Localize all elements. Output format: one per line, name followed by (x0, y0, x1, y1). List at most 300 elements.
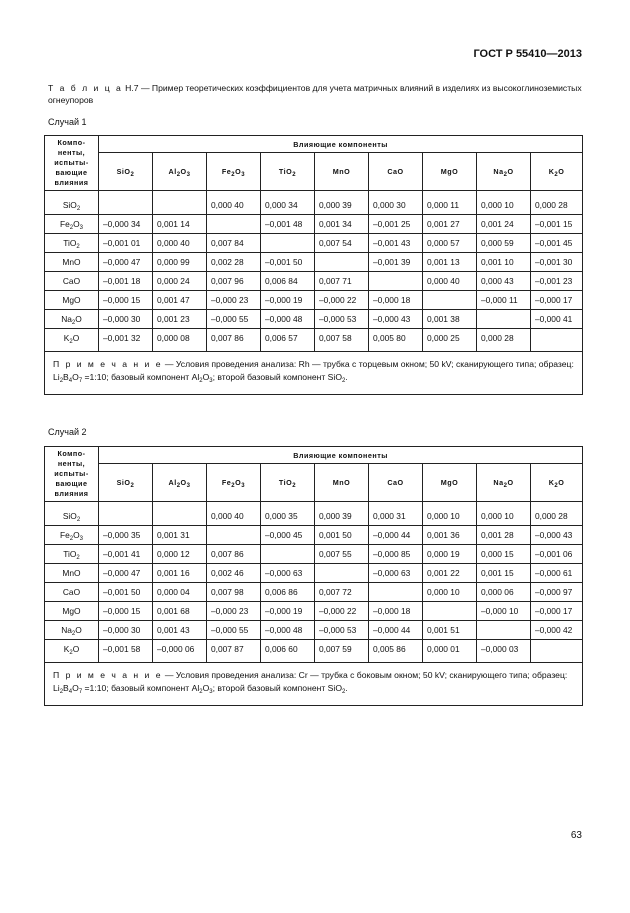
formula-part: 2 (76, 206, 81, 212)
formula-part: 2 (292, 483, 297, 490)
table-cell: –0,000 17 (531, 291, 583, 310)
table-cell: 0,000 11 (423, 191, 477, 215)
table-cell: –0,000 11 (477, 291, 531, 310)
column-header (423, 153, 477, 191)
row-component (45, 545, 99, 564)
formula-part: CaO (387, 478, 404, 488)
table-cell: 0,001 50 (315, 526, 369, 545)
formula-part: MnO (62, 568, 81, 578)
table-cell: –0,000 48 (261, 310, 315, 329)
note-subscript: 3 (209, 378, 213, 384)
note-text: O (202, 372, 210, 382)
table-cell: –0,000 22 (315, 291, 369, 310)
table-cell: 0,001 68 (153, 602, 207, 621)
table-cell (369, 583, 423, 602)
table-cell: 0,001 38 (423, 310, 477, 329)
formula-part: MnO (332, 478, 351, 488)
table-cell: –0,000 55 (207, 621, 261, 640)
formula-part: O (180, 167, 187, 177)
table-cell (153, 502, 207, 526)
table-cell: 0,000 31 (369, 502, 423, 526)
table-cell: 0,007 71 (315, 272, 369, 291)
row-component (45, 640, 99, 663)
formula-part: 2 (176, 172, 181, 179)
note-text: B (63, 372, 69, 382)
page-number: 63 (570, 830, 582, 841)
column-header-row (45, 464, 583, 502)
table-cell (99, 502, 153, 526)
formula-part: MgO (440, 478, 459, 488)
formula-part: K (63, 644, 70, 654)
formula-part: 2 (292, 172, 297, 179)
row-component (45, 621, 99, 640)
table-row (45, 191, 583, 215)
table-cell: –0,001 58 (99, 640, 153, 663)
column-header (207, 464, 261, 502)
column-header (531, 153, 583, 191)
table-row (45, 272, 583, 291)
table-cell (261, 234, 315, 253)
formula-part: O (558, 478, 565, 488)
component-header-line: испыты- (54, 158, 89, 167)
column-header (99, 464, 153, 502)
note-text: O (72, 372, 79, 382)
table-cell: –0,001 43 (369, 234, 423, 253)
table-cell: 0,001 43 (153, 621, 207, 640)
row-component (45, 291, 99, 310)
table-cell: 0,001 16 (153, 564, 207, 583)
table-cell (99, 191, 153, 215)
formula-part: 2 (69, 650, 73, 656)
formula-part: MgO (440, 167, 459, 177)
note-text: O (202, 683, 210, 693)
case-2-title: Случай 2 (48, 427, 87, 437)
case-2-table (44, 446, 583, 706)
table-cell: 0,001 34 (315, 215, 369, 234)
table-cell: 0,000 10 (477, 191, 531, 215)
table-cell: –0,000 47 (99, 564, 153, 583)
table-cell: –0,000 17 (531, 602, 583, 621)
note-subscript: 2 (342, 689, 346, 695)
table-cell (423, 291, 477, 310)
table-cell: 0,000 25 (423, 329, 477, 352)
table-cell: 0,000 24 (153, 272, 207, 291)
formula-part: SiO (62, 200, 77, 210)
note-row (45, 352, 583, 395)
note-subscript: 7 (78, 689, 83, 695)
row-component (45, 502, 99, 526)
formula-part: Al (168, 478, 177, 488)
formula-part: TiO (63, 238, 77, 248)
column-header (369, 153, 423, 191)
formula-part: Na (493, 478, 504, 488)
formula-part: 2 (71, 320, 76, 326)
formula-part: 2 (503, 172, 508, 179)
table-cell: 0,007 54 (315, 234, 369, 253)
table-cell: –0,000 34 (99, 215, 153, 234)
table-row (45, 545, 583, 564)
column-header (207, 153, 261, 191)
formula-part: 3 (186, 483, 191, 490)
table-cell: –0,000 61 (531, 564, 583, 583)
note-subscript: 2 (199, 689, 203, 695)
row-component (45, 253, 99, 272)
table-cell: –0,000 47 (99, 253, 153, 272)
formula-part: SiO (62, 511, 77, 521)
formula-part: O (507, 167, 514, 177)
row-component (45, 310, 99, 329)
table-row (45, 564, 583, 583)
case-1-title: Случай 1 (48, 117, 87, 127)
table-cell: 0,000 40 (207, 502, 261, 526)
table-cell: –0,000 06 (153, 640, 207, 663)
table-cell (477, 310, 531, 329)
table-cell: –0,001 45 (531, 234, 583, 253)
formula-part: 2 (176, 483, 181, 490)
formula-part: SiO (116, 478, 131, 488)
table-cell: –0,000 53 (315, 310, 369, 329)
table-cell: 0,001 22 (423, 564, 477, 583)
formula-part: O (75, 625, 82, 635)
formula-part: 2 (554, 483, 559, 490)
row-component (45, 526, 99, 545)
table-cell: –0,001 25 (369, 215, 423, 234)
table-cell: –0,001 50 (261, 253, 315, 272)
component-header-line: влияния (54, 489, 89, 498)
table-cell: 0,000 59 (477, 234, 531, 253)
table-cell: 0,001 13 (423, 253, 477, 272)
table-cell: –0,000 97 (531, 583, 583, 602)
table-note (45, 352, 583, 395)
table-cell: –0,000 41 (531, 310, 583, 329)
table-cell: 0,000 01 (423, 640, 477, 663)
row-component (45, 272, 99, 291)
note-text: =1:10; базовый компонент Al (82, 683, 200, 693)
formula-part: K (63, 333, 70, 343)
table-cell: –0,000 23 (207, 291, 261, 310)
formula-part: 2 (231, 172, 236, 179)
header-row (45, 136, 583, 153)
note-subscript: 2 (59, 689, 64, 695)
formula-part: Na (493, 167, 504, 177)
table-cell: –0,001 50 (99, 583, 153, 602)
table-cell: 0,000 12 (153, 545, 207, 564)
table-cell: 0,001 23 (153, 310, 207, 329)
formula-part: O (507, 478, 514, 488)
table-cell (153, 191, 207, 215)
table-cell: 0,001 14 (153, 215, 207, 234)
component-header-line: ненты, (57, 148, 86, 157)
table-cell: –0,000 44 (369, 526, 423, 545)
table-cell: –0,000 63 (369, 564, 423, 583)
table-row (45, 234, 583, 253)
case-1-table (44, 135, 583, 395)
formula-part: O (72, 644, 80, 654)
table-row (45, 602, 583, 621)
table-cell: –0,000 10 (477, 602, 531, 621)
column-header (477, 153, 531, 191)
table-cell (369, 272, 423, 291)
table-cell: –0,001 39 (369, 253, 423, 272)
table-cell: –0,000 45 (261, 526, 315, 545)
formula-part: TiO (63, 549, 77, 559)
formula-part: 2 (130, 172, 135, 179)
component-header-line: Компо- (57, 449, 86, 458)
formula-part: 2 (69, 536, 74, 542)
formula-part: 2 (231, 483, 236, 490)
document-id: ГОСТ Р 55410—2013 (473, 48, 582, 60)
table-cell: 0,005 80 (369, 329, 423, 352)
table-cell: 0,007 59 (315, 640, 369, 663)
component-header (45, 447, 99, 502)
table-cell: –0,000 35 (99, 526, 153, 545)
formula-part: 2 (71, 631, 76, 637)
note-subscript: 7 (78, 378, 83, 384)
table-cell: –0,000 43 (531, 526, 583, 545)
note-text: O (72, 683, 79, 693)
table-row (45, 621, 583, 640)
table-cell: 0,007 96 (207, 272, 261, 291)
table-cell: 0,005 86 (369, 640, 423, 663)
table-cell: –0,001 48 (261, 215, 315, 234)
formula-part: 2 (554, 172, 559, 179)
column-header (369, 464, 423, 502)
column-header (261, 464, 315, 502)
formula-part: MgO (62, 295, 81, 305)
note-subscript: 4 (68, 689, 73, 695)
formula-part: O (235, 478, 242, 488)
note-text: ; второй базовый компонент SiO (212, 372, 343, 382)
column-header (477, 464, 531, 502)
note-subscript: 2 (342, 378, 346, 384)
row-component (45, 234, 99, 253)
table-cell: 0,000 40 (153, 234, 207, 253)
table-row (45, 310, 583, 329)
table-cell: –0,000 53 (315, 621, 369, 640)
formula-part: CaO (62, 587, 81, 597)
formula-part: 3 (241, 483, 246, 490)
table-cell: –0,000 15 (99, 602, 153, 621)
table-cell: 0,001 28 (477, 526, 531, 545)
table-cell: 0,006 86 (261, 583, 315, 602)
formula-part: O (75, 314, 82, 324)
table-cell: 0,001 31 (153, 526, 207, 545)
table-cell: 0,007 58 (315, 329, 369, 352)
table-cell (531, 640, 583, 663)
table-cell: –0,001 30 (531, 253, 583, 272)
formula-part: CaO (387, 167, 404, 177)
table-cell (477, 621, 531, 640)
formula-part: O (73, 219, 80, 229)
note-subscript: 2 (59, 378, 64, 384)
column-header (423, 464, 477, 502)
formula-part: O (72, 333, 80, 343)
component-header-line: Компо- (57, 138, 86, 147)
formula-part: K (548, 167, 555, 177)
note-text: =1:10; базовый компонент Al (82, 372, 200, 382)
table-cell: –0,000 19 (261, 291, 315, 310)
caption-text: Н.7 — Пример теоретических коэффициентов для учета матричных влияний в изделиях из высокоглиноземистых огнеупоров (48, 83, 582, 105)
table-cell: 0,006 84 (261, 272, 315, 291)
table-cell: 0,001 10 (477, 253, 531, 272)
table-cell (315, 253, 369, 272)
table-cell: –0,000 22 (315, 602, 369, 621)
note-text: B (63, 683, 69, 693)
formula-part: 2 (76, 244, 80, 250)
table-cell: 0,000 57 (423, 234, 477, 253)
formula-part: 2 (503, 483, 508, 490)
note-text: П р и м е ч а н и е (53, 670, 163, 680)
column-header (153, 464, 207, 502)
column-header (261, 153, 315, 191)
table-cell: 0,000 28 (531, 191, 583, 215)
component-header (45, 136, 99, 191)
table-cell: –0,000 63 (261, 564, 315, 583)
table-cell (315, 564, 369, 583)
formula-part: O (73, 530, 80, 540)
table-cell (207, 526, 261, 545)
table-cell: 0,000 28 (531, 502, 583, 526)
component-header-line: ненты, (57, 459, 86, 468)
formula-part: MnO (332, 167, 351, 177)
table-cell (531, 329, 583, 352)
table-caption (48, 82, 588, 106)
row-component (45, 564, 99, 583)
note-text: П р и м е ч а н и е (53, 359, 163, 369)
formula-part: 2 (76, 517, 81, 523)
table-cell: 0,000 06 (477, 583, 531, 602)
table-cell: –0,000 23 (207, 602, 261, 621)
table-row (45, 329, 583, 352)
table-cell: –0,001 41 (99, 545, 153, 564)
table-cell: –0,000 18 (369, 602, 423, 621)
formula-part: Fe (60, 530, 70, 540)
influencing-components-header: Влияющие компоненты (99, 447, 583, 464)
table-cell: 0,000 10 (423, 583, 477, 602)
table-cell: 0,000 08 (153, 329, 207, 352)
formula-part: MnO (62, 257, 81, 267)
table-cell: 0,007 86 (207, 545, 261, 564)
table-cell: –0,000 44 (369, 621, 423, 640)
table-cell: 0,007 86 (207, 329, 261, 352)
formula-part: 3 (79, 536, 83, 542)
formula-part: MgO (62, 606, 81, 616)
formula-part: 2 (130, 483, 135, 490)
note-text: — Условия проведения анализа: Rh — трубка с торцевым окном; 50 kV; сканирующего типа; образец: Li (53, 359, 574, 382)
table-cell: 0,000 34 (261, 191, 315, 215)
formula-part: SiO (116, 167, 131, 177)
column-header (315, 464, 369, 502)
column-header (99, 153, 153, 191)
table-cell: 0,007 55 (315, 545, 369, 564)
formula-part: 3 (79, 225, 83, 231)
formula-part: TiO (278, 478, 293, 488)
table-cell: 0,006 57 (261, 329, 315, 352)
table-cell: 0,002 28 (207, 253, 261, 272)
formula-part: 3 (186, 172, 191, 179)
note-subscript: 2 (199, 378, 203, 384)
formula-part: CaO (62, 276, 81, 286)
table-cell: 0,001 27 (423, 215, 477, 234)
component-header-line: испыты- (54, 469, 89, 478)
table-row (45, 526, 583, 545)
caption-prefix: Т а б л и ц а (48, 83, 123, 93)
table-cell: 0,000 99 (153, 253, 207, 272)
formula-part: Fe (221, 167, 232, 177)
table-cell: –0,001 18 (99, 272, 153, 291)
table-cell: 0,001 47 (153, 291, 207, 310)
formula-part: 2 (69, 339, 73, 345)
table-cell: 0,007 84 (207, 234, 261, 253)
formula-part: Na (61, 314, 72, 324)
formula-part: TiO (278, 167, 293, 177)
row-component (45, 583, 99, 602)
row-component (45, 215, 99, 234)
formula-part: 2 (69, 225, 74, 231)
table-cell: –0,000 48 (261, 621, 315, 640)
component-header-line: вающие (55, 168, 88, 177)
formula-part: O (558, 167, 565, 177)
table-cell: 0,007 72 (315, 583, 369, 602)
formula-part: O (235, 167, 242, 177)
table-cell: –0,001 23 (531, 272, 583, 291)
table-row (45, 502, 583, 526)
formula-part: 3 (241, 172, 246, 179)
table-cell: –0,000 03 (477, 640, 531, 663)
row-component (45, 191, 99, 215)
table-cell (423, 602, 477, 621)
note-text: . (345, 683, 348, 693)
table-cell: –0,001 01 (99, 234, 153, 253)
table-row (45, 215, 583, 234)
table-cell: 0,000 04 (153, 583, 207, 602)
table-cell: 0,001 24 (477, 215, 531, 234)
note-subscript: 3 (209, 689, 213, 695)
column-header (531, 464, 583, 502)
table-cell: 0,000 28 (477, 329, 531, 352)
table-note (45, 663, 583, 706)
formula-part: Fe (60, 219, 70, 229)
note-text: — Условия проведения анализа: Cr — трубка с боковым окном; 50 kV; сканирующего типа; образец: Li (53, 670, 568, 693)
table-cell (261, 545, 315, 564)
header-row (45, 447, 583, 464)
table-row (45, 291, 583, 310)
table-cell: –0,000 30 (99, 621, 153, 640)
formula-part: O (180, 478, 187, 488)
formula-part: 2 (76, 555, 80, 561)
table-cell: –0,001 15 (531, 215, 583, 234)
table-cell: 0,007 87 (207, 640, 261, 663)
table-cell: 0,000 35 (261, 502, 315, 526)
table-cell: 0,000 39 (315, 502, 369, 526)
table-cell: 0,000 19 (423, 545, 477, 564)
table-cell: 0,000 39 (315, 191, 369, 215)
table-row (45, 640, 583, 663)
table-cell: 0,006 60 (261, 640, 315, 663)
formula-part: Na (61, 625, 72, 635)
table-cell: –0,000 85 (369, 545, 423, 564)
table-cell: 0,002 46 (207, 564, 261, 583)
table-cell: 0,000 10 (477, 502, 531, 526)
component-header-line: вающие (55, 479, 88, 488)
table-cell (207, 215, 261, 234)
table-cell: 0,001 36 (423, 526, 477, 545)
table-cell: –0,000 19 (261, 602, 315, 621)
note-text: . (345, 372, 348, 382)
column-header-row (45, 153, 583, 191)
table-cell: 0,001 51 (423, 621, 477, 640)
influencing-components-header: Влияющие компоненты (99, 136, 583, 153)
